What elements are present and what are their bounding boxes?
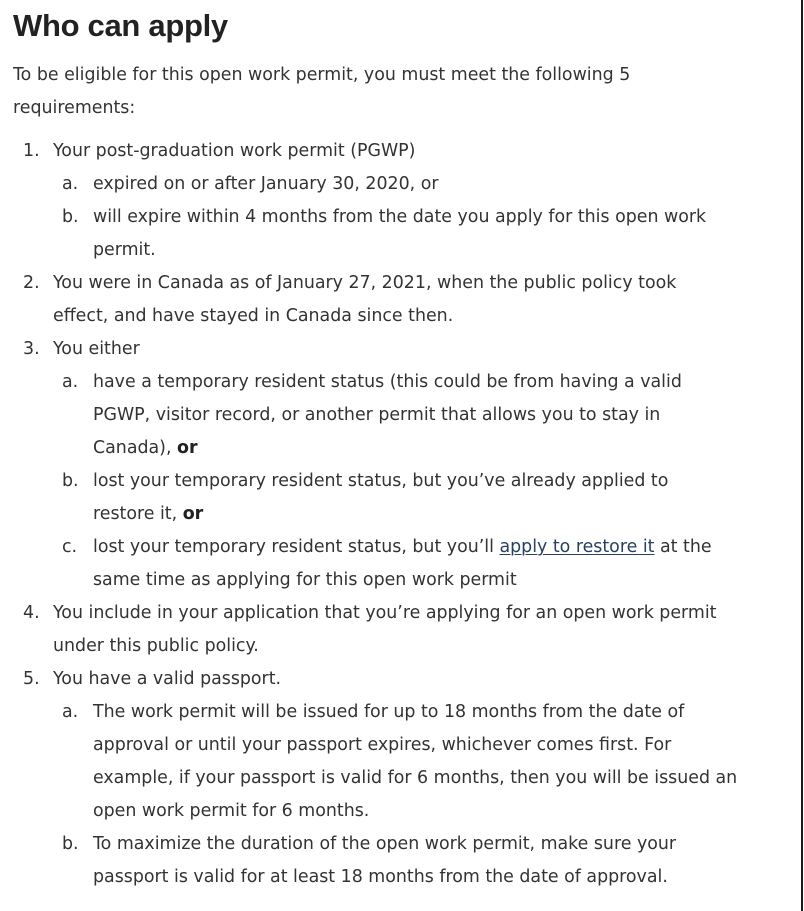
requirement-item-3 [23,333,793,597]
requirement-text: You either [53,339,140,359]
sub-item-text: have a temporary resident status (this could be from having a valid PGWP, visitor record, or another permit that allows you to stay in Canada), [93,372,682,458]
sub-item-5a [62,696,743,828]
sub-item-3c [62,531,733,597]
requirement-item-1 [23,135,793,267]
list-marker: a. [62,372,79,392]
list-marker: b. [62,471,79,491]
sub-item-1a [62,168,793,201]
list-marker: a. [62,702,79,722]
requirement-item-4 [23,597,733,663]
requirement-item-5 [23,663,793,894]
page-title: Who can apply [13,8,228,43]
requirements-list [13,135,793,894]
sub-list [53,696,793,894]
sub-item-3b [62,465,723,531]
sub-item-text: The work permit will be issued for up to 18 months from the date of approval or until your passport expires, whichever comes first. For example, if your passport is valid for 6 months, then you will be issued an open work permit for 6 months. [93,702,738,821]
who-can-apply-section [13,4,793,894]
list-marker: b. [62,834,79,854]
requirement-text: You include in your application that you’re applying for an open work permit under this public policy. [53,603,717,656]
list-marker: 4. [23,603,40,623]
bold-or: or [177,438,198,458]
list-marker: 5. [23,669,40,689]
list-marker: c. [62,537,78,557]
sub-list [53,366,793,597]
sub-item-text: To maximize the duration of the open work permit, make sure your passport is valid for at least 18 months from the date of approval. [93,834,677,887]
sub-item-3a [62,366,733,465]
requirement-text: You have a valid passport. [53,669,282,689]
sub-item-5b [62,828,743,894]
sub-item-text: expired on or after January 30, 2020, or [93,174,439,194]
list-marker: b. [62,207,79,227]
list-marker: a. [62,174,79,194]
list-marker: 2. [23,273,40,293]
sub-list [53,168,793,267]
page-edge-border [801,0,803,911]
sub-item-1b [62,201,713,267]
sub-item-text-before: lost your temporary resident status, but you’ll [93,537,494,557]
apply-to-restore-link[interactable]: apply to restore it [499,537,655,557]
list-marker: 3. [23,339,40,359]
sub-item-text: lost your temporary resident status, but you’ve already applied to restore it, [93,471,669,524]
bold-or: or [182,504,204,524]
sub-item-text-after: at the same time as applying for this open work permit [93,537,712,590]
list-marker: 1. [23,141,40,161]
requirement-item-2 [23,267,733,333]
sub-item-text: will expire within 4 months from the date you apply for this open work permit. [93,207,707,260]
requirement-text: Your post-graduation work permit (PGWP) [53,141,416,161]
intro-paragraph: To be eligible for this open work permit, you must meet the following 5 requirements: [13,65,631,118]
requirement-text: You were in Canada as of January 27, 2021, when the public policy took effect, and have stayed in Canada since then. [53,273,677,326]
